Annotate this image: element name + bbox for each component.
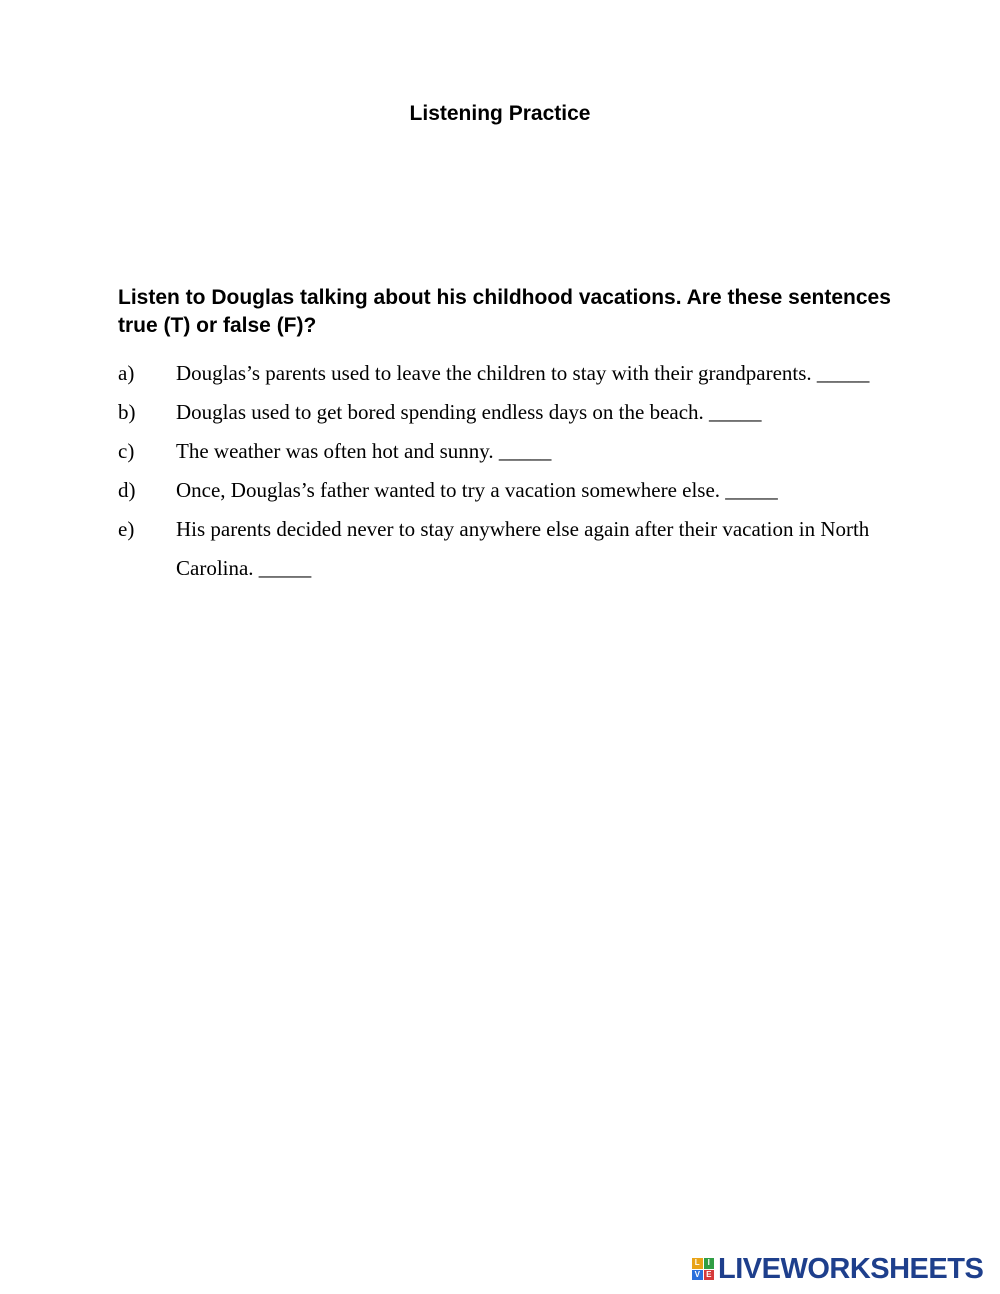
list-item bbox=[118, 354, 918, 393]
question-letter: b) bbox=[118, 400, 136, 424]
question-letter: a) bbox=[118, 361, 135, 385]
list-item bbox=[118, 510, 918, 588]
question-text: Douglas’s parents used to leave the children to stay with their grandparents. _____ bbox=[176, 361, 870, 385]
question-letter: e) bbox=[118, 517, 135, 541]
logo-mark-cell: L bbox=[692, 1258, 703, 1269]
question-text: Douglas used to get bored spending endless days on the beach. _____ bbox=[176, 400, 762, 424]
question-letter: c) bbox=[118, 439, 135, 463]
logo-mark-cell: V bbox=[692, 1270, 703, 1281]
logo-mark-icon bbox=[692, 1258, 714, 1280]
question-text: His parents decided never to stay anywhere else again after their vacation in North Carolina. _____ bbox=[176, 517, 870, 580]
instructions-heading: Listen to Douglas talking about his childhood vacations. Are these sentences true (T) or false (F)? bbox=[118, 286, 891, 337]
list-item bbox=[118, 432, 918, 471]
logo-mark-cell: E bbox=[704, 1270, 715, 1281]
question-text: Once, Douglas’s father wanted to try a vacation somewhere else. _____ bbox=[176, 478, 778, 502]
question-letter: d) bbox=[118, 478, 136, 502]
logo-text: LIVEWORKSHEETS bbox=[718, 1253, 984, 1285]
question-text: The weather was often hot and sunny. _____ bbox=[176, 439, 552, 463]
logo-mark-cell: I bbox=[704, 1258, 715, 1269]
liveworksheets-logo bbox=[692, 1254, 983, 1284]
list-item bbox=[118, 393, 918, 432]
question-list bbox=[118, 354, 918, 588]
list-item bbox=[118, 471, 918, 510]
page-title: Listening Practice bbox=[409, 102, 591, 125]
